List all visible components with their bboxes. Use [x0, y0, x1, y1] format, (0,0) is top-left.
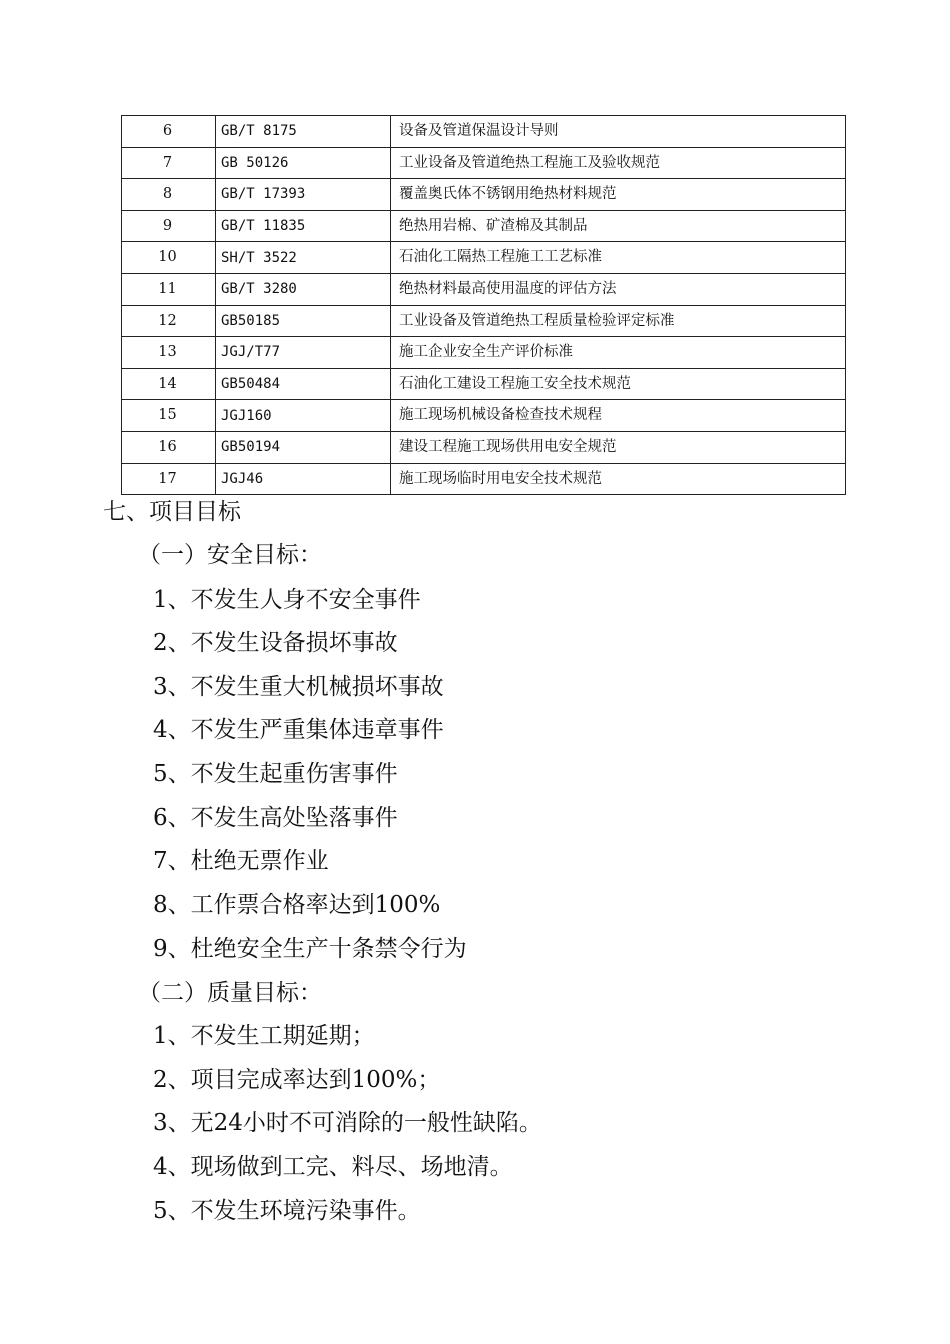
- standard-code-cell: JGJ46: [216, 463, 391, 495]
- standard-code-cell: GB/T 17393: [216, 179, 391, 211]
- standards-table: [121, 115, 846, 495]
- standard-code-cell: SH/T 3522: [216, 242, 391, 274]
- table-row: [122, 273, 846, 305]
- table-row: [122, 337, 846, 369]
- standard-name-cell: 施工现场机械设备检查技术规程: [391, 400, 846, 432]
- table-row: [122, 116, 846, 148]
- safety-goals-heading: （一）安全目标：: [138, 542, 322, 568]
- standard-number-cell: 13: [122, 337, 216, 369]
- safety-goal-item: 7、杜绝无票作业: [153, 848, 329, 874]
- table-row: [122, 305, 846, 337]
- table-row: [122, 179, 846, 211]
- safety-goal-item: 1、不发生人身不安全事件: [153, 587, 421, 613]
- table-row: [122, 463, 846, 495]
- standard-code-cell: JGJ/T77: [216, 337, 391, 369]
- safety-goal-item: 4、不发生严重集体违章事件: [153, 717, 444, 743]
- standard-name-cell: 绝热材料最高使用温度的评估方法: [391, 273, 846, 305]
- safety-goal-item: 6、不发生高处坠落事件: [153, 805, 398, 831]
- quality-goal-item: 2、项目完成率达到100%；: [153, 1067, 441, 1093]
- safety-goal-item: 5、不发生起重伤害事件: [153, 761, 398, 787]
- standard-name-cell: 覆盖奥氏体不锈钢用绝热材料规范: [391, 179, 846, 211]
- standard-code-cell: JGJ160: [216, 400, 391, 432]
- standard-code-cell: GB 50126: [216, 147, 391, 179]
- standard-number-cell: 8: [122, 179, 216, 211]
- section-title: 七、项目目标: [103, 499, 241, 525]
- standard-number-cell: 11: [122, 273, 216, 305]
- safety-goal-item: 3、不发生重大机械损坏事故: [153, 674, 444, 700]
- standard-name-cell: 石油化工隔热工程施工工艺标准: [391, 242, 846, 274]
- quality-goal-item: 4、现场做到工完、料尽、场地清。: [153, 1154, 513, 1180]
- table-row: [122, 431, 846, 463]
- standard-number-cell: 9: [122, 210, 216, 242]
- quality-goal-item: 5、不发生环境污染事件。: [153, 1198, 421, 1224]
- standard-name-cell: 建设工程施工现场供用电安全规范: [391, 431, 846, 463]
- table-row: [122, 400, 846, 432]
- table-row: [122, 368, 846, 400]
- standard-name-cell: 工业设备及管道绝热工程质量检验评定标准: [391, 305, 846, 337]
- standard-number-cell: 7: [122, 147, 216, 179]
- quality-goals-heading: （二）质量目标：: [138, 980, 322, 1006]
- table-row: [122, 242, 846, 274]
- standard-name-cell: 石油化工建设工程施工安全技术规范: [391, 368, 846, 400]
- standard-name-cell: 绝热用岩棉、矿渣棉及其制品: [391, 210, 846, 242]
- standard-code-cell: GB/T 3280: [216, 273, 391, 305]
- safety-goal-item: 8、工作票合格率达到100%: [153, 892, 441, 918]
- standard-number-cell: 15: [122, 400, 216, 432]
- standard-number-cell: 6: [122, 116, 216, 148]
- standard-number-cell: 16: [122, 431, 216, 463]
- standard-number-cell: 10: [122, 242, 216, 274]
- quality-goal-item: 3、无24小时不可消除的一般性缺陷。: [153, 1110, 542, 1136]
- safety-goal-item: 2、不发生设备损坏事故: [153, 630, 398, 656]
- standard-code-cell: GB50194: [216, 431, 391, 463]
- standard-code-cell: GB50484: [216, 368, 391, 400]
- standard-name-cell: 工业设备及管道绝热工程施工及验收规范: [391, 147, 846, 179]
- standard-number-cell: 17: [122, 463, 216, 495]
- standard-name-cell: 设备及管道保温设计导则: [391, 116, 846, 148]
- table-row: [122, 147, 846, 179]
- standard-name-cell: 施工企业安全生产评价标准: [391, 337, 846, 369]
- standard-number-cell: 14: [122, 368, 216, 400]
- standard-code-cell: GB/T 8175: [216, 116, 391, 148]
- standard-code-cell: GB/T 11835: [216, 210, 391, 242]
- standard-code-cell: GB50185: [216, 305, 391, 337]
- standard-name-cell: 施工现场临时用电安全技术规范: [391, 463, 846, 495]
- safety-goal-item: 9、杜绝安全生产十条禁令行为: [153, 936, 467, 962]
- standard-number-cell: 12: [122, 305, 216, 337]
- table-row: [122, 210, 846, 242]
- quality-goal-item: 1、不发生工期延期；: [153, 1023, 375, 1049]
